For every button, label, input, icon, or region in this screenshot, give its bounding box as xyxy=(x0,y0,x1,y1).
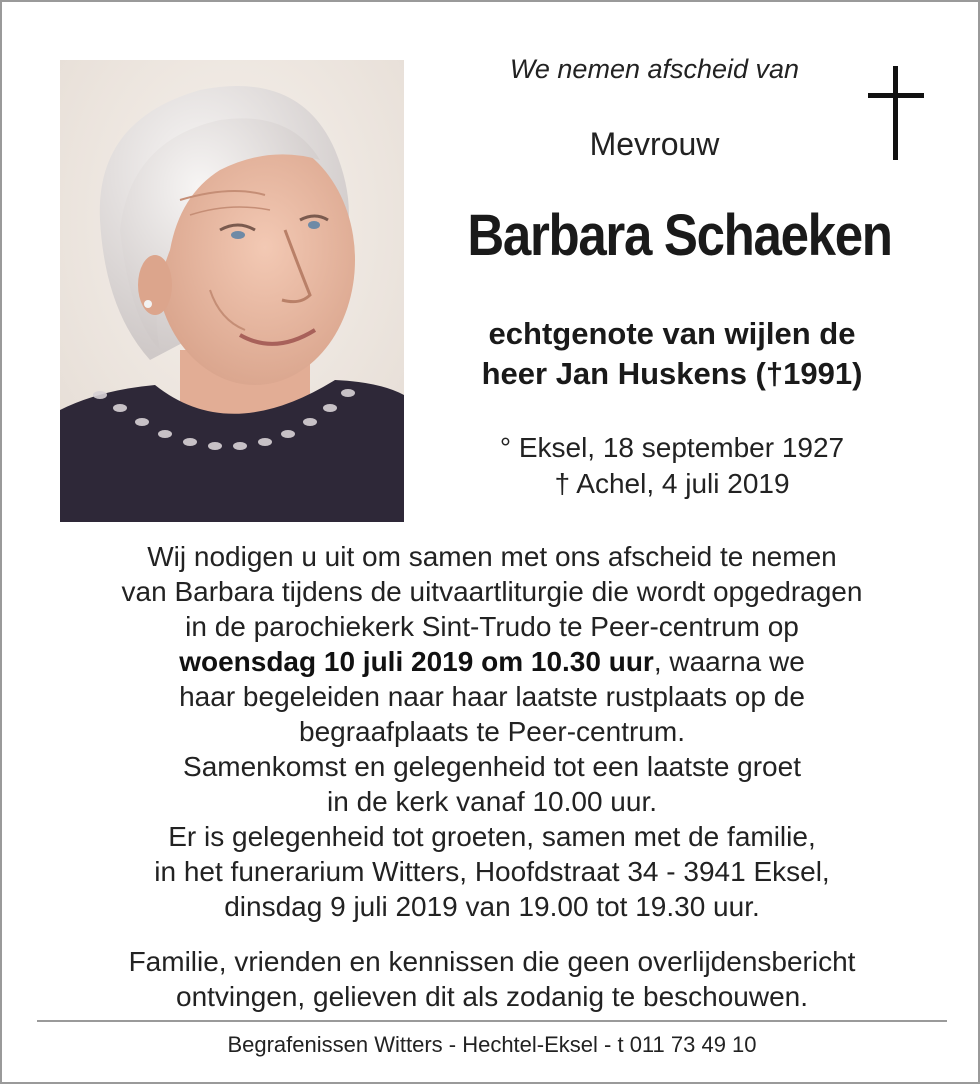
closing-note xyxy=(42,944,942,1014)
funeral-home-footer: Begrafenissen Witters - Hechtel-Eksel - t 011 73 49 10 xyxy=(227,1032,757,1057)
body-line: in de kerk vanaf 10.00 uur. xyxy=(327,786,657,817)
body-line: dinsdag 9 juli 2019 van 19.00 tot 19.30 uur. xyxy=(224,891,760,922)
closing-line: ontvingen, gelieven dit als zodanig te beschouwen. xyxy=(176,981,808,1012)
closing-line: Familie, vrienden en kennissen die geen overlijdensbericht xyxy=(128,946,856,977)
latin-cross-icon xyxy=(868,66,924,160)
intro-line: We nemen afscheid van xyxy=(509,54,800,84)
funeral-datetime: woensdag 10 juli 2019 om 10.30 uur xyxy=(179,646,654,677)
footer-divider xyxy=(37,1020,947,1022)
birth-date: ° Eksel, 18 september 1927 xyxy=(499,432,845,463)
death-date: † Achel, 4 juli 2019 xyxy=(554,468,790,499)
body-line: Wij nodigen u uit om samen met ons afscheid te nemen xyxy=(147,541,837,572)
body-line xyxy=(42,644,942,679)
spouse-info xyxy=(422,314,922,394)
body-line: begraafplaats te Peer-centrum. xyxy=(299,716,685,747)
body-line: in de parochiekerk Sint-Trudo te Peer-centrum op xyxy=(185,611,799,642)
body-line-tail: , waarna we xyxy=(653,646,805,677)
deceased-name: Barbara Schaeken xyxy=(467,203,892,268)
body-line: Samenkomst en gelegenheid tot een laatste groet xyxy=(183,751,801,782)
body-line: van Barbara tijdens de uitvaartliturgie die wordt opgedragen xyxy=(121,576,863,607)
life-dates xyxy=(442,430,902,502)
body-line: haar begeleiden naar haar laatste rustplaats op de xyxy=(179,681,805,712)
honorific: Mevrouw xyxy=(589,126,720,162)
funeral-invitation xyxy=(42,539,942,924)
portrait-photo xyxy=(60,60,404,522)
portrait-illustration xyxy=(60,60,404,522)
body-line: in het funerarium Witters, Hoofdstraat 34 - 3941 Eksel, xyxy=(154,856,830,887)
body-line: Er is gelegenheid tot groeten, samen met de familie, xyxy=(168,821,816,852)
spouse-line-2: heer Jan Huskens (†1991) xyxy=(481,356,863,391)
spouse-line-1: echtgenote van wijlen de xyxy=(488,316,856,351)
